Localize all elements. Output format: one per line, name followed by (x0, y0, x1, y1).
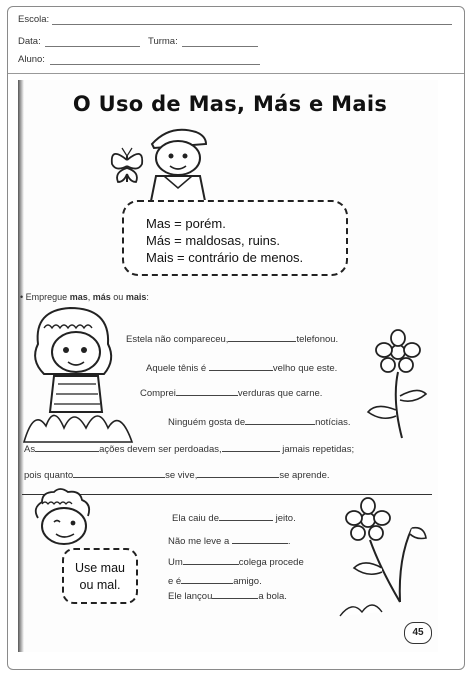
exercise2-sentence: Um colega procede (168, 557, 304, 568)
hint-line: ou mal. (79, 578, 121, 592)
exercise2-sentence: Ela caiu de jeito. (172, 513, 296, 524)
flower-icon (362, 330, 434, 438)
exercise1-sentence: Aquele tênis é velho que este. (146, 363, 338, 374)
answer-blank[interactable] (228, 333, 296, 342)
exercise1-sentence: Estela não compareceu, telefonou. (126, 334, 339, 345)
escola-label: Escola: (18, 14, 50, 25)
page-number: 45 (404, 622, 432, 644)
answer-blank[interactable] (197, 469, 279, 478)
boy-with-cap-illustration (140, 122, 220, 206)
flower-icon (340, 498, 430, 618)
definition-mais: Mais = contrário de menos. (146, 250, 304, 265)
girl-illustration (24, 304, 134, 442)
definition-mas-accent: Más = maldosas, ruins. (146, 233, 281, 248)
header-divider (8, 73, 464, 74)
definition-mas: Mas = porém. (146, 216, 226, 231)
answer-blank[interactable] (245, 416, 315, 425)
escola-field[interactable] (52, 24, 452, 25)
data-label: Data: (18, 36, 41, 47)
answer-blank[interactable] (181, 575, 233, 584)
exercise2-sentence: Ele lançou a bola. (168, 591, 287, 602)
exercise2-sentence: Não me leve a . (168, 536, 291, 547)
child-illustration (28, 490, 98, 554)
aluno-label: Aluno: (18, 54, 45, 65)
answer-blank[interactable] (73, 469, 165, 478)
turma-field[interactable] (182, 46, 258, 47)
answer-blank[interactable] (209, 362, 273, 371)
turma-label: Turma: (148, 36, 178, 47)
exercise1-sentence: pois quanto se vive, se aprende. (24, 470, 330, 481)
exercise1-sentence: As ações devem ser perdoadas, jamais repetidas; (24, 444, 355, 455)
answer-blank[interactable] (35, 443, 99, 452)
worksheet-title: O Uso de Mas, Más e Mais (72, 92, 388, 116)
answer-blank[interactable] (232, 535, 288, 544)
data-field[interactable] (45, 46, 140, 47)
answer-blank[interactable] (183, 556, 239, 565)
answer-blank[interactable] (212, 590, 258, 599)
exercise2-sentence: e é amigo. (168, 576, 262, 587)
butterfly-icon (108, 146, 146, 188)
instruction-text: • Empregue mas, más ou mais: (20, 292, 149, 302)
answer-blank[interactable] (222, 443, 280, 452)
answer-blank[interactable] (176, 387, 238, 396)
hint-bubble (62, 548, 138, 604)
hint-line: Use mau (74, 561, 126, 575)
exercise1-sentence: Comprei verduras que carne. (140, 388, 323, 399)
answer-blank[interactable] (219, 512, 273, 521)
aluno-field[interactable] (50, 64, 260, 65)
exercise1-sentence: Ninguém gosta de notícias. (168, 417, 351, 428)
